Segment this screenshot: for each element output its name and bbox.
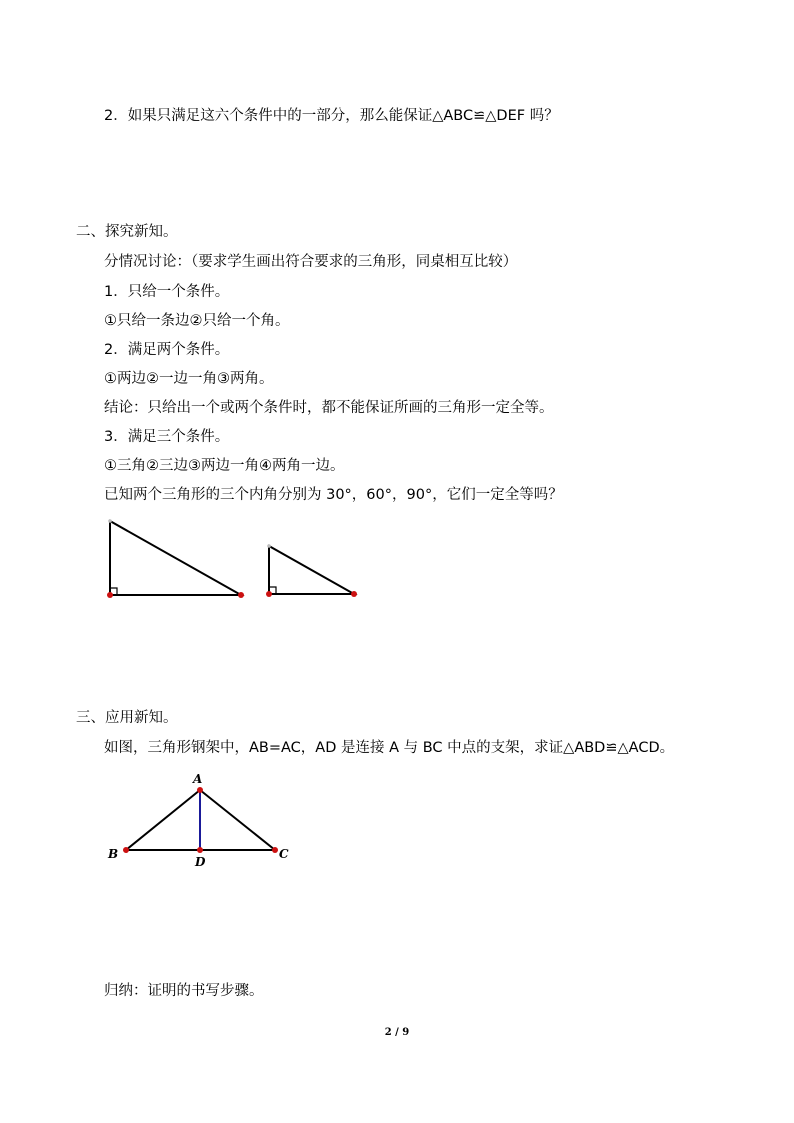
problem-text: 如图，三角形钢架中，AB=AC，AD 是连接 A 与 BC 中点的支架，求证△ABD≌△ACD。 <box>104 740 675 756</box>
question-2: 2．如果只满足这六个条件中的一部分，那么能保证△ABC≌△DEF 吗？ <box>104 108 559 124</box>
conclusion-text: 结论：只给出一个或两个条件时，都不能保证所画的三角形一定全等。 <box>104 400 554 416</box>
point-d <box>197 847 203 853</box>
case-1: 1．只给一个条件。 <box>104 284 230 300</box>
page-number: 2 / 9 <box>384 1027 410 1038</box>
label-d: D <box>195 855 206 869</box>
case-3-options: ①三角②三边③两边一角④两角一边。 <box>104 458 345 474</box>
case-3: 3．满足三个条件。 <box>104 429 230 445</box>
section-3-title: 三、应用新知。 <box>76 710 178 726</box>
point-b <box>123 847 129 853</box>
label-c: C <box>279 847 289 861</box>
case-2: 2．满足两个条件。 <box>104 342 230 358</box>
point-c <box>272 847 278 853</box>
case-1-options: ①只给一条边②只给一个角。 <box>104 313 290 329</box>
point-a <box>197 787 203 793</box>
summary-text: 归纳：证明的书写步骤。 <box>104 983 264 999</box>
label-b: B <box>108 847 119 861</box>
section-2-title: 二、探究新知。 <box>76 224 178 240</box>
case-2-options: ①两边②一边一角③两角。 <box>104 371 274 387</box>
angles-question: 已知两个三角形的三个内角分别为 30°，60°，90°，它们一定全等吗？ <box>104 487 563 503</box>
discussion-text: 分情况讨论：（要求学生画出符合要求的三角形，同桌相互比较） <box>104 254 518 270</box>
label-a: A <box>193 772 203 786</box>
